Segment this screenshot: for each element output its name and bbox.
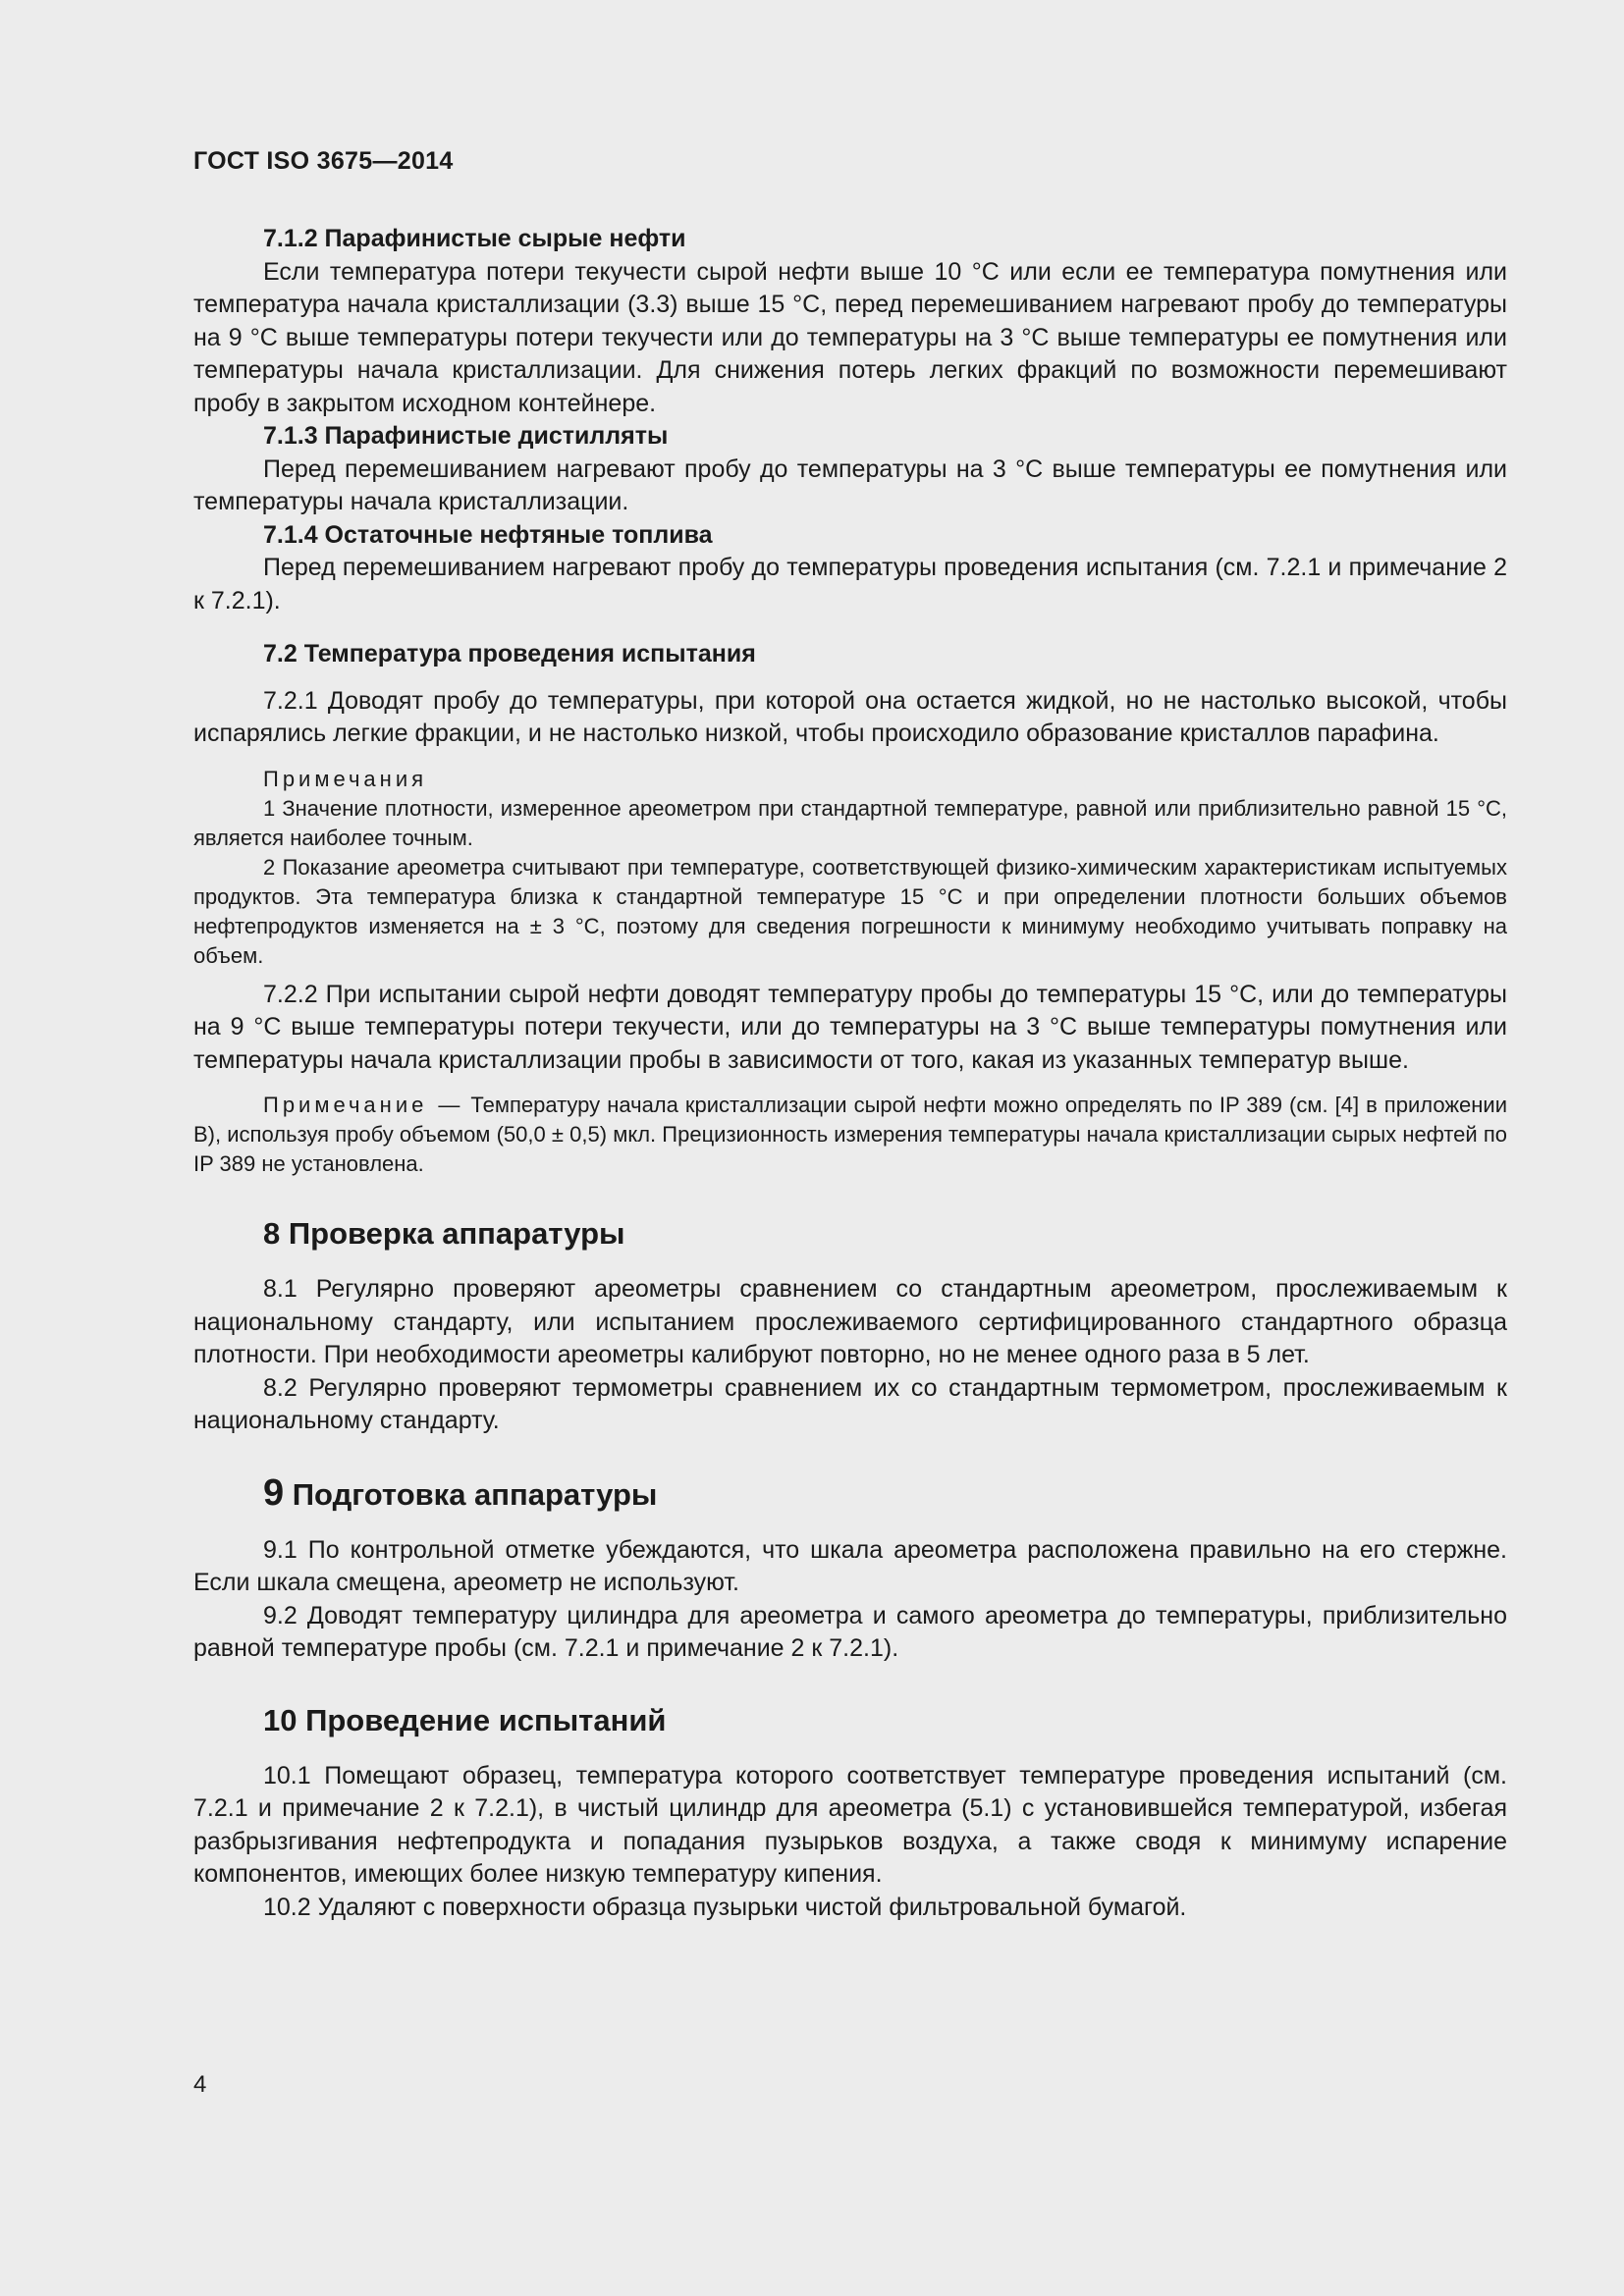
section-7-1-4-heading: 7.1.4 Остаточные нефтяные топлива xyxy=(263,520,713,549)
document-body xyxy=(193,223,1507,1924)
paragraph-10-2: 10.2 Удаляют с поверхности образца пузырьки чистой фильтровальной бумагой. xyxy=(263,1893,1187,1921)
section-7-1-2-heading: 7.1.2 Парафинистые сырые нефти xyxy=(263,225,686,252)
section-7-1-4-text: Перед перемешиванием нагревают пробу до температуры проведения испытания (см. 7.2.1 и примечание 2 к 7.2.1). xyxy=(193,554,1507,614)
note-1: 1 Значение плотности, измеренное ареометром при стандартной температуре, равной или приблизительно равной 15 °С, является наиболее точным. xyxy=(193,795,1507,850)
paragraph-7-2-2: 7.2.2 При испытании сырой нефти доводят температуру пробы до температуры 15 °С, или до температуры на 9 °С выше температуры потери текучести, или до температуры на 3 °С выше температуры помутнения или температуры начала кристаллизации пробы в зависимости от того, какая из указанных температур выше. xyxy=(193,980,1507,1074)
section-8-heading: 8 Проверка аппаратуры xyxy=(263,1216,625,1251)
section-7-1-2-text: Если температура потери текучести сырой нефти выше 10 °С или если ее температура помутнения или температура начала кристаллизации (3.3) выше 15 °С, перед перемешиванием нагревают пробу до температуры на 9 °С выше температуры потери текучести или до температуры на 3 °С выше температуры ее помутнения или температуры начала кристаллизации. Для снижения потерь легких фракций по возможности перемешивают пробу в закрытом исходном контейнере. xyxy=(193,257,1507,417)
paragraph-8-2: 8.2 Регулярно проверяют термометры сравнением их со стандартным термометром, прослеживаемым к национальному стандарту. xyxy=(193,1373,1507,1434)
paragraph-9-1: 9.1 По контрольной отметке убеждаются, что шкала ареометра расположена правильно на его стержне. Если шкала смещена, ареометр не используют. xyxy=(193,1535,1507,1596)
section-9-number: 9 xyxy=(263,1471,285,1514)
section-9-heading xyxy=(193,1473,1507,1515)
note-7-2-2 xyxy=(193,1091,1507,1179)
section-7-2-heading: 7.2 Температура проведения испытания xyxy=(263,640,756,667)
standard-designation: ГОСТ ISO 3675—2014 xyxy=(193,147,454,175)
page-number: 4 xyxy=(193,2071,207,2098)
section-7-1-3-heading: 7.1.3 Парафинистые дистилляты xyxy=(263,422,669,450)
note-label: Примечание — xyxy=(263,1093,464,1117)
section-10-heading: 10 Проведение испытаний xyxy=(263,1702,667,1737)
section-7-1-3-text: Перед перемешиванием нагревают пробу до температуры на 3 °С выше температуры ее помутнения или температуры начала кристаллизации. xyxy=(193,454,1507,515)
paragraph-10-1: 10.1 Помещают образец, температура которого соответствует температуре проведения испытаний (см. 7.2.1 и примечание 2 к 7.2.1), в чистый цилиндр для ареометра (5.1) с установившейся температурой, избегая разбрызгивания нефтепродукта и попадания пузырьков воздуха, а также сводя к минимуму испарение компонентов, имеющих более низкую температуру кипения. xyxy=(193,1761,1507,1888)
paragraph-7-2-1: 7.2.1 Доводят пробу до температуры, при которой она остается жидкой, но не настолько высокой, чтобы испарялись легкие фракции, и не настолько низкой, чтобы происходило образование кристаллов парафина. xyxy=(193,686,1507,747)
section-9-title: Подготовка аппаратуры xyxy=(292,1476,658,1512)
note-2: 2 Показание ареометра считывают при температуре, соответствующей физико-химическим характеристикам испытуемых продуктов. Эта температура близка к стандартной температуре 15 °С и при определении плотности больших объемов нефтепродуктов изменяется на ± 3 °С, поэтому для сведения погрешности к минимуму необходимо учитывать поправку на объем. xyxy=(193,854,1507,968)
notes-heading: Примечания xyxy=(263,766,428,791)
paragraph-9-2: 9.2 Доводят температуру цилиндра для ареометра и самого ареометра до температуры, приблизительно равной температуре пробы (см. 7.2.1 и примечание 2 к 7.2.1). xyxy=(193,1601,1507,1662)
note-text: Температуру начала кристаллизации сырой нефти можно определять по IP 389 (см. [4] в приложении В), используя пробу объемом (50,0 ± 0,5) мкл. Прецизионность измерения температуры начала кристаллизации сырых нефтей по IP 389 не установлена. xyxy=(193,1093,1508,1176)
paragraph-8-1: 8.1 Регулярно проверяют ареометры сравнением со стандартным ареометром, прослеживаемым к национальному стандарту, или испытанием прослеживаемого сертифицированного стандартного образца плотности. При необходимости ареометры калибруют повторно, но не менее одного раза в 5 лет. xyxy=(193,1275,1507,1368)
